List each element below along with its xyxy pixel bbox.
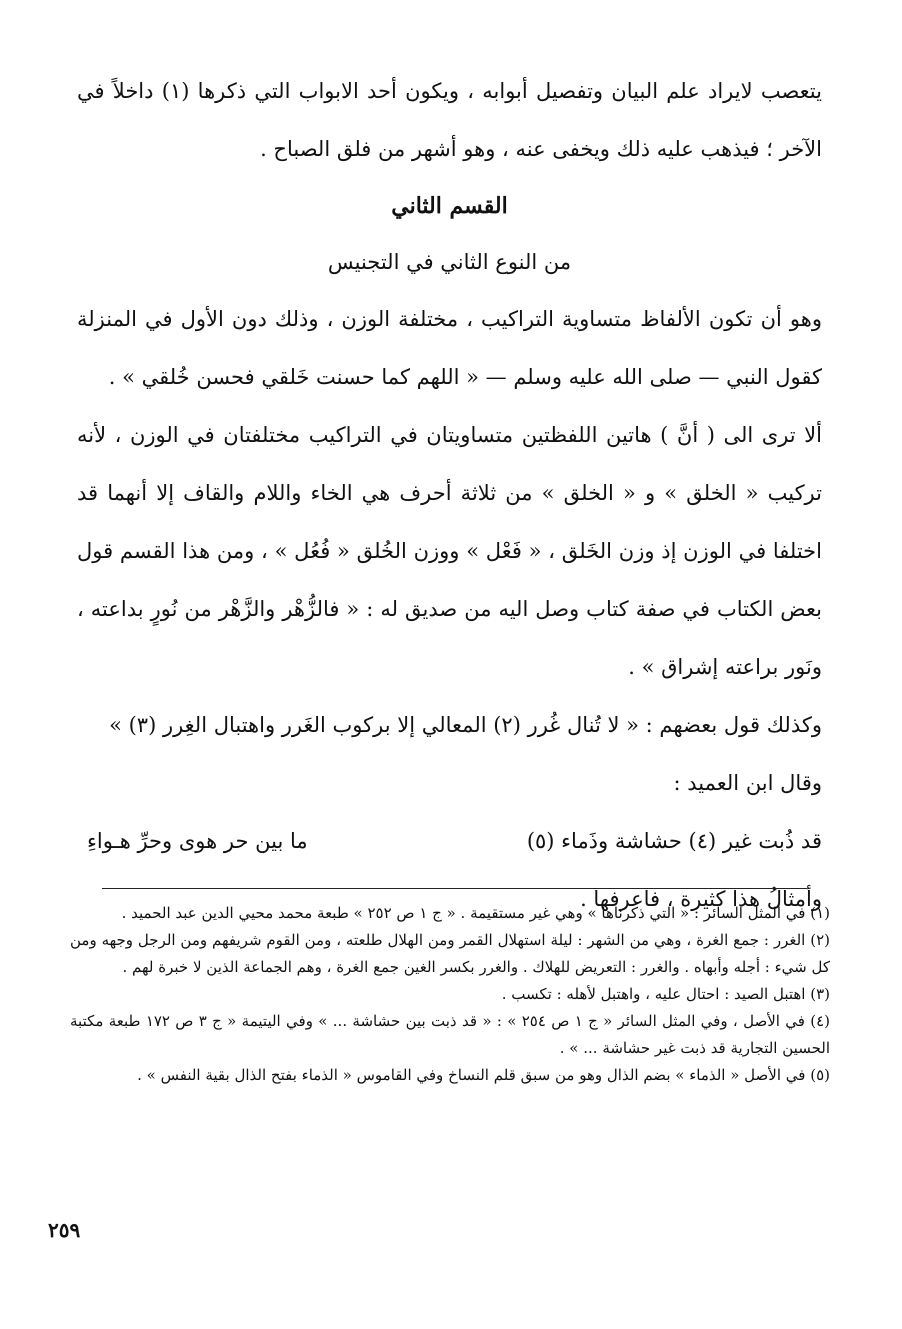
paragraph-definition: وهو أن تكون الألفاظ متساوية التراكيب ، مختلفة الوزن ، وذلك دون الأول في المنزلة كقول النبي — صلى الله عليه وسلم — « اللهم كما حسنت خَلقي فحسن خُلقي » . [77,307,822,389]
verse-first-hemistich: قد ذُبت غير (٤) حشاشة وذَماء (٥) [526,829,822,853]
footnote-divider [102,888,807,889]
paragraph-ibn-al-amid: وقال ابن العميد : [673,771,822,795]
paragraph-explanation: ألا ترى الى ( أنَّ ) هاتين اللفظتين متساويتان في التراكيب مختلفتان في الوزن ، لأنه تركيب « الخلق » و « الخلق » من ثلاثة أحرف هي الخاء واللام والقاف إلا أنهما قد اختلفا في الوزن إذ وزن الخَلق ، « فَعْل » ووزن الخُلق « فُعُل » ، ومن هذا القسم قول بعض الكتاب في صفة كتاب وصل اليه من صديق له : « فالزُّهْر والزَّهْر من نُورٍ بداعته ، ونَور براعته إشراق » . [77,423,822,679]
section-heading: القسم الثاني [391,193,508,219]
paragraph-closing: وأمثالُ هذا كثيرة ، فاعرفها . [580,887,822,911]
poetry-verse [77,812,822,870]
main-text [77,62,822,928]
page-number: ٢٥٩ [48,1218,81,1242]
footnote-1: (١) في المثل السائر : « التي ذكرناها » وهي غير مستقيمة . « ج ١ ص ٢٥٢ » طبعة محمد محيي الدين عبد الحميد . [121,904,830,922]
footnotes [70,900,830,1089]
footnote-3: (٣) اهتبل الصيد : احتال عليه ، واهتبل لأهله : تكسب . [501,985,830,1003]
footnote-2: (٢) الغرر : جمع الغرة ، وهي من الشهر : ليلة استهلال القمر ومن الهلال طلعته ، ومن القوم شريفهم ومن الرجل وجهه ومن كل شيء : أجله وأبهاه . والغرر : التعريض للهلاك . والغرر بكسر الغين جمع الغرة ، وهم الجماعة الذين لا خبرة لهم . [70,931,830,976]
paragraph-example: وكذلك قول بعضهم : « لا تُنال غُرر (٢) المعالي إلا بركوب الغَرر واهتبال الغِرر (٣) » [109,713,822,737]
intro-paragraph: يتعصب لايراد علم البيان وتفصيل أبوابه ، ويكون أحد الابواب التي ذكرها (١) داخلاً في الآخر ؛ فيذهب عليه ذلك ويخفى عنه ، وهو أشهر من فلق الصباح . [77,79,822,161]
section-subheading: من النوع الثاني في التجنيس [327,250,572,274]
verse-second-hemistich: ما بين حر هوى وحرِّ هـواءِ [87,829,308,853]
footnote-4: (٤) في الأصل ، وفي المثل السائر « ج ١ ص ٢٥٤ » : « قد ذبت بين حشاشة ... » وفي اليتيمة « ج ٣ ص ١٧٢ طبعة مكتبة الحسين التجارية قد ذبت غير حشاشة ... » . [70,1012,831,1057]
footnote-5: (٥) في الأصل « الذماء » بضم الذال وهو من سبق قلم النساخ وفي القاموس « الذماء بفتح الذال بقية النفس » . [137,1066,830,1084]
